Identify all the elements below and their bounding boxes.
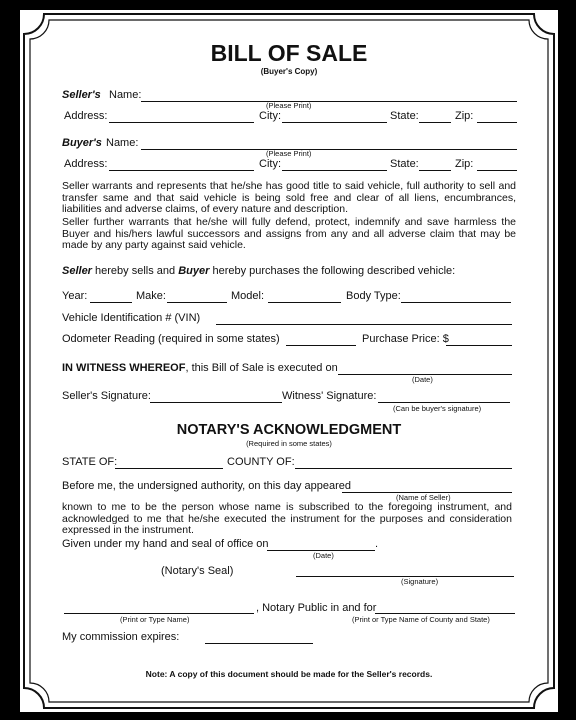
seller-signature-field[interactable] — [150, 402, 282, 403]
buyer-state-field[interactable] — [419, 170, 451, 171]
notary-title: NOTARY'S ACKNOWLEDGMENT — [176, 422, 402, 438]
buyer-city-label: City: — [259, 158, 281, 170]
notary-subtitle: (Required in some states) — [246, 439, 332, 448]
footer-note: Note: A copy of this document should be made for the Seller's records. — [145, 669, 433, 679]
buyer-city-field[interactable] — [282, 170, 387, 171]
seller-name-hint: (Name of Seller) — [396, 493, 451, 502]
seller-name-label: Name: — [109, 89, 142, 101]
seller-state-label: State: — [390, 110, 419, 122]
seller-city-field[interactable] — [282, 122, 387, 123]
state-of-label: STATE OF: — [62, 456, 118, 468]
year-label: Year: — [62, 290, 88, 302]
witness-heading: IN WITNESS WHEREOF — [62, 362, 186, 374]
seller-name-field[interactable] — [141, 101, 517, 102]
county-of-label: COUNTY OF: — [227, 456, 295, 468]
seller-print-hint: (Please Print) — [266, 101, 312, 110]
price-field[interactable] — [446, 345, 512, 346]
seller-zip-label: Zip: — [455, 110, 474, 122]
indemnity-paragraph: Seller further warrants that he/she will fully defend, protect, indemnify and save harmless the Buyer and his/hers lawful successors and assigns from any and all adverse claim that may be made by any party against said vehicle. — [62, 216, 516, 252]
warranty-paragraph: Seller warrants and represents that he/she has good title to said vehicle, full authority to sell and transfer same and that said vehicle is being sold free and clear of all liens, encumbrances, liabilities and adverse claims, of every nature and description. — [62, 180, 516, 216]
odometer-field[interactable] — [286, 345, 356, 346]
price-label: Purchase Price: $ — [362, 333, 449, 345]
sale-text-1: hereby sells and — [95, 265, 176, 277]
witness-signature-label: Witness' Signature: — [282, 390, 377, 402]
notary-public-label: , Notary Public in and for — [256, 602, 377, 614]
seller-state-field[interactable] — [419, 122, 451, 123]
seller-city-label: City: — [259, 110, 281, 122]
buyer-role-label: Buyer's — [62, 137, 102, 149]
year-field[interactable] — [90, 302, 132, 303]
make-label: Make: — [136, 290, 166, 302]
given-under-hand-label: Given under my hand and seal of office on — [62, 538, 269, 550]
buyer-address-field[interactable] — [109, 170, 254, 171]
given-date-hint: (Date) — [313, 551, 334, 560]
county-state-hint: (Print or Type Name of County and State) — [352, 615, 490, 624]
notary-seal-label: (Notary's Seal) — [161, 565, 234, 577]
commission-label: My commission expires: — [62, 631, 180, 643]
witness-signature-hint: (Can be buyer's signature) — [393, 404, 482, 413]
copy-label: (Buyer's Copy) — [260, 67, 318, 76]
seller-address-field[interactable] — [109, 122, 254, 123]
county-state-field[interactable] — [375, 613, 515, 614]
make-field[interactable] — [167, 302, 227, 303]
seller-signature-label: Seller's Signature: — [62, 390, 151, 402]
notary-name-field[interactable] — [64, 613, 254, 614]
notary-name-hint: (Print or Type Name) — [120, 615, 190, 624]
known-to-me-paragraph: known to me to be the person whose name is subscribed to the foregoing instrument, and acknowledged to me that he/she executed the instrument for the purposes and consideration expressed in the instrument. — [62, 501, 512, 537]
model-field[interactable] — [268, 302, 341, 303]
sale-buyer-word: Buyer — [178, 265, 210, 277]
body-type-field[interactable] — [401, 302, 511, 303]
before-me-text: Before me, the undersigned authority, on this day appeared — [62, 480, 352, 492]
notary-signature-hint: (Signature) — [401, 577, 439, 586]
buyer-state-label: State: — [390, 158, 419, 170]
buyer-zip-label: Zip: — [455, 158, 474, 170]
witness-text: , this Bill of Sale is executed on — [185, 362, 338, 374]
sale-seller-word: Seller — [62, 265, 92, 277]
witness-signature-field[interactable] — [378, 402, 510, 403]
buyer-print-hint: (Please Print) — [266, 149, 312, 158]
sale-text-2: hereby purchases the following described vehicle: — [212, 265, 456, 277]
document-title: BILL OF SALE — [210, 40, 368, 66]
state-of-field[interactable] — [115, 468, 223, 469]
vin-label: Vehicle Identification # (VIN) — [62, 312, 201, 324]
document-sheet — [20, 10, 558, 712]
vin-field[interactable] — [216, 324, 512, 325]
odometer-label: Odometer Reading (required in some states) — [62, 333, 280, 345]
buyer-name-field[interactable] — [141, 149, 517, 150]
given-period: . — [375, 538, 379, 550]
buyer-name-label: Name: — [106, 137, 139, 149]
sale-statement — [62, 265, 455, 278]
commission-field[interactable] — [205, 643, 313, 644]
buyer-address-label: Address: — [64, 158, 108, 170]
model-label: Model: — [231, 290, 265, 302]
buyer-zip-field[interactable] — [477, 170, 517, 171]
body-type-label: Body Type: — [346, 290, 401, 302]
county-of-field[interactable] — [295, 468, 512, 469]
seller-role-label: Seller's — [62, 89, 101, 101]
seller-zip-field[interactable] — [477, 122, 517, 123]
seller-address-label: Address: — [64, 110, 108, 122]
executed-date-hint: (Date) — [412, 375, 433, 384]
witness-statement — [62, 362, 338, 375]
